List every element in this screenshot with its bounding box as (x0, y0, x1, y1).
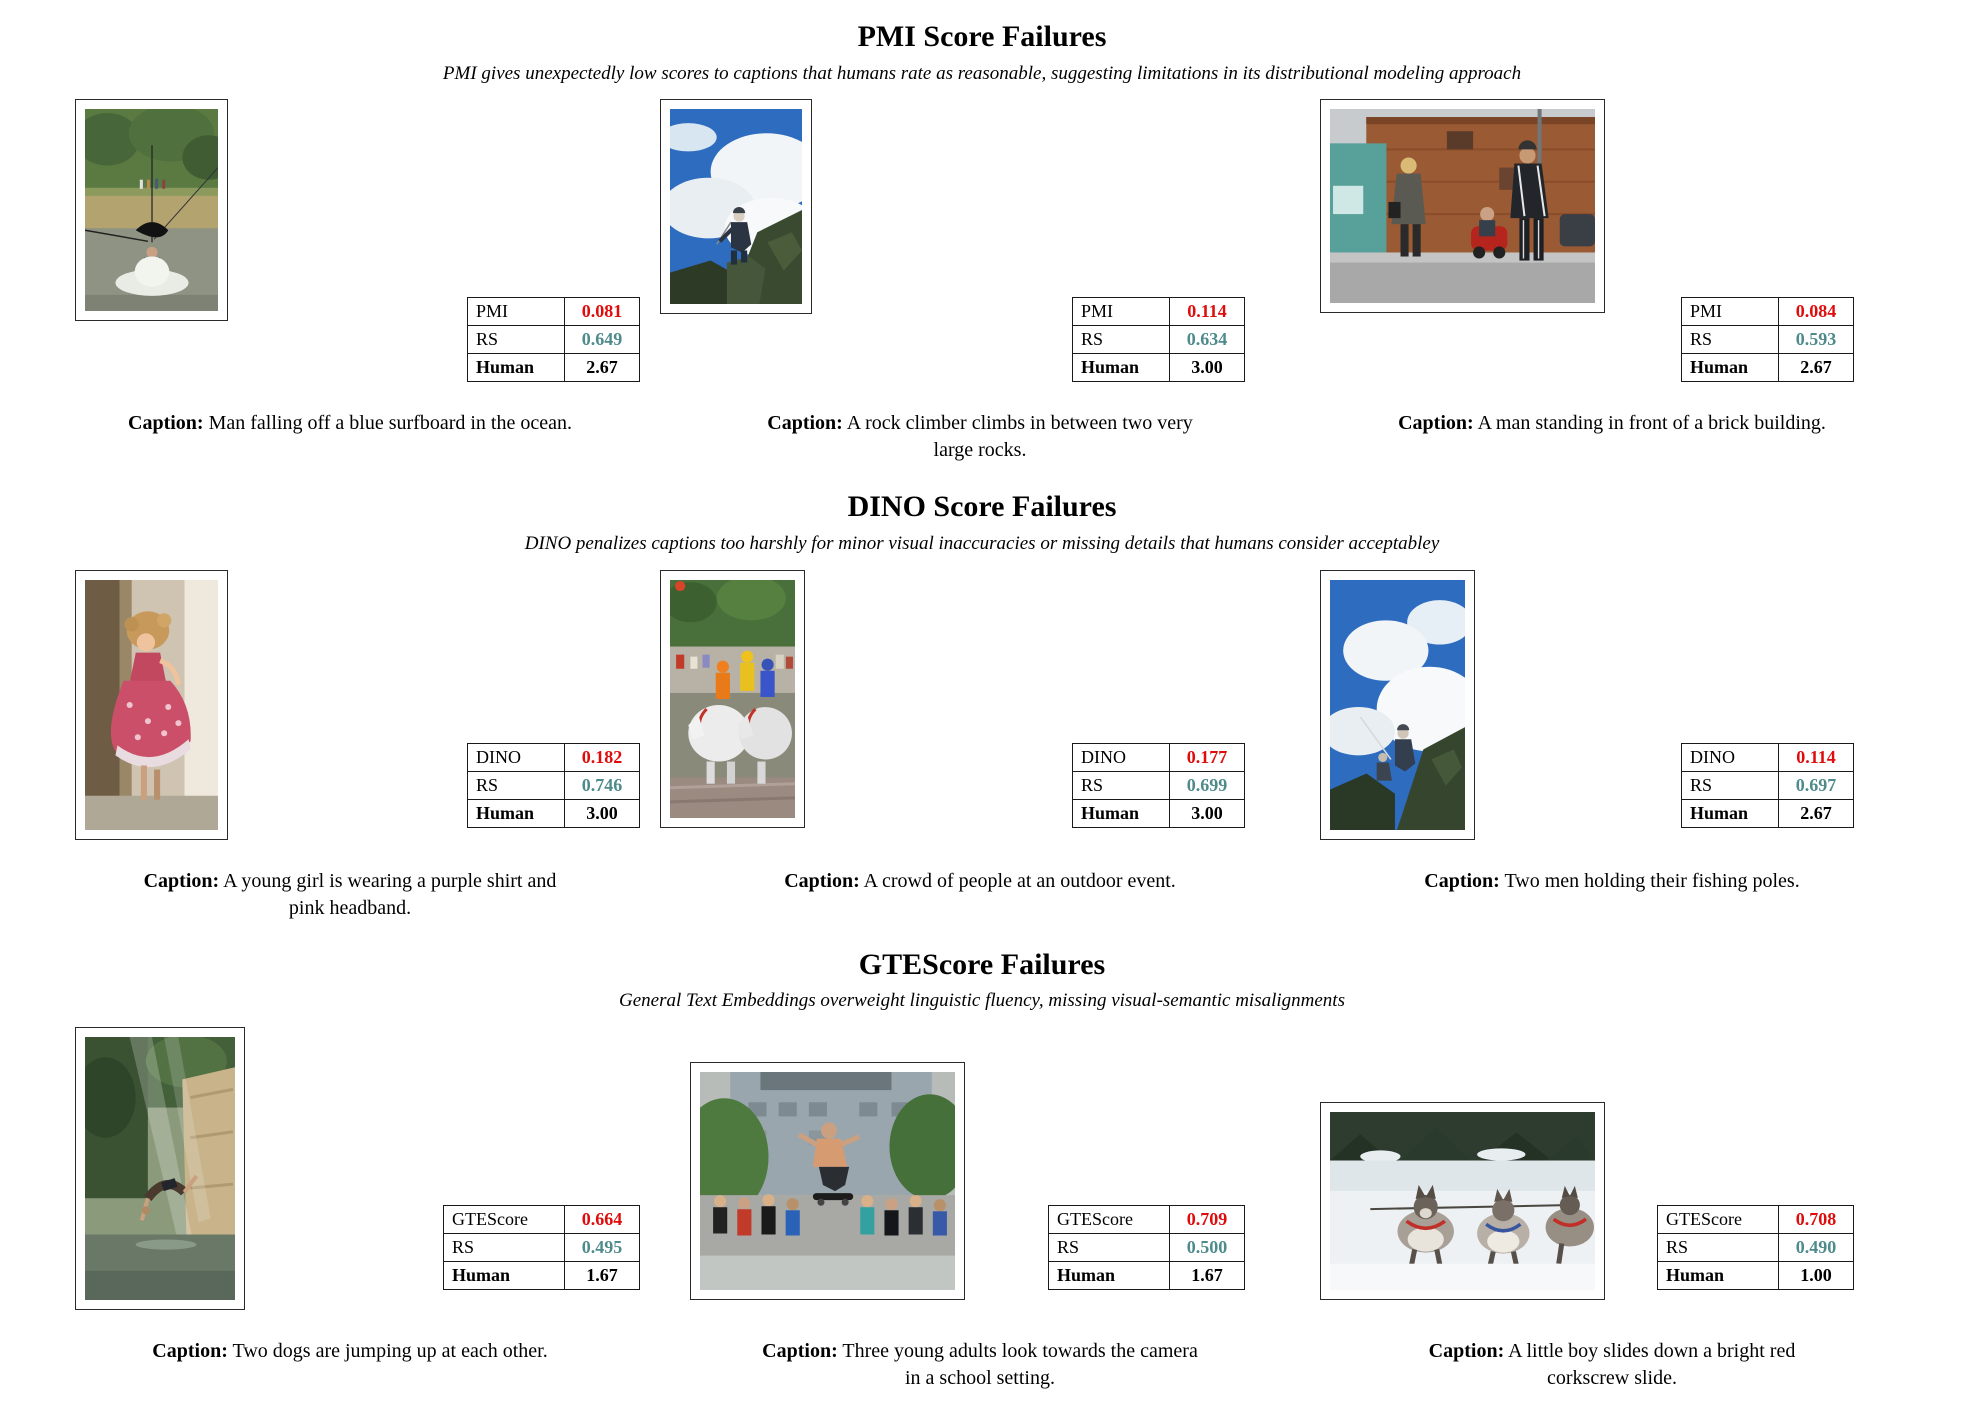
photo-sled-dogs (1320, 1102, 1605, 1300)
metric-label: RS (1682, 771, 1779, 799)
example-card (660, 99, 1300, 464)
metric-value: 0.500 (1170, 1233, 1245, 1261)
metric-label: GTEScore (1658, 1205, 1779, 1233)
score-table (1072, 297, 1245, 382)
example-card (60, 99, 640, 437)
score-table (1072, 743, 1245, 828)
section-gtescore (60, 948, 1904, 1392)
example-media (1320, 99, 1904, 384)
metric-label: RS (444, 1233, 565, 1261)
caption-label: Caption: (1424, 869, 1500, 892)
example-card (1320, 1027, 1904, 1392)
caption (1392, 1338, 1832, 1392)
caption (745, 410, 1215, 464)
metric-value: 0.490 (1779, 1233, 1854, 1261)
metric-label: GTEScore (1049, 1205, 1170, 1233)
metric-value: 1.00 (1779, 1261, 1854, 1289)
metric-label: PMI (1073, 298, 1170, 326)
metric-value: 0.746 (565, 771, 640, 799)
metric-label: Human (1682, 799, 1779, 827)
caption-label: Caption: (152, 1339, 228, 1362)
photo-illustration (85, 1037, 235, 1300)
metric-label: RS (1049, 1233, 1170, 1261)
caption-label: Caption: (1428, 1339, 1505, 1362)
metric-value: 0.081 (565, 298, 640, 326)
metric-value: 0.182 (565, 743, 640, 771)
caption-text: Three young adults look towards the camera in a school setting. (842, 1339, 1198, 1389)
metric-value: 2.67 (565, 354, 640, 382)
caption-text: Two men holding their fishing poles. (1504, 869, 1800, 892)
score-table (1657, 1205, 1854, 1290)
score-table (467, 743, 640, 828)
metric-label: RS (1682, 326, 1779, 354)
caption-text: Two dogs are jumping up at each other. (232, 1339, 548, 1362)
caption-label: Caption: (143, 869, 220, 892)
photo-men-on-rocks-sky (1320, 570, 1475, 840)
section-subtitle: General Text Embeddings overweight linguistic fluency, missing visual-semantic misalignments (619, 990, 1345, 1012)
score-table (443, 1205, 640, 1290)
photo-illustration (1330, 109, 1595, 303)
photo-street-brick-building (1320, 99, 1605, 313)
example-media (1320, 570, 1904, 842)
photo-illustration (1330, 580, 1465, 830)
photo-illustration (85, 109, 218, 311)
example-card (660, 570, 1300, 895)
metric-value: 0.649 (565, 326, 640, 354)
section-dino (60, 490, 1904, 921)
metric-label: RS (468, 326, 565, 354)
metric-label: Human (1049, 1261, 1170, 1289)
metric-value: 3.00 (1170, 799, 1245, 827)
metric-value: 0.114 (1170, 298, 1245, 326)
metric-label: RS (468, 771, 565, 799)
metric-value: 2.67 (1779, 799, 1854, 827)
photo-illustration (1330, 1112, 1595, 1290)
caption-text: A man standing in front of a brick building. (1477, 412, 1826, 435)
photo-illustration (700, 1072, 955, 1290)
metric-value: 0.495 (565, 1233, 640, 1261)
caption-text: A crowd of people at an outdoor event. (863, 869, 1176, 892)
metric-label: RS (1073, 771, 1170, 799)
caption-text: A rock climber climbs in between two very large rocks. (846, 412, 1193, 462)
caption (1342, 868, 1882, 895)
photo-parade-horses (660, 570, 805, 828)
section-title: DINO Score Failures (847, 490, 1117, 524)
metric-label: Human (468, 354, 565, 382)
metric-value: 1.67 (565, 1261, 640, 1289)
caption (128, 868, 573, 922)
example-card (60, 1027, 640, 1365)
section-pmi (60, 20, 1904, 464)
caption (755, 1338, 1205, 1392)
section-title: GTEScore Failures (858, 947, 1106, 981)
photo-lake-diver (75, 1027, 245, 1310)
example-media (60, 99, 640, 384)
example-card (1320, 99, 1904, 437)
metric-label: Human (444, 1261, 565, 1289)
photo-rock-climber (660, 99, 812, 314)
photo-zipline-splash (75, 99, 228, 321)
metric-value: 3.00 (1170, 354, 1245, 382)
score-table (1681, 743, 1854, 828)
example-media (660, 99, 1300, 384)
metric-label: Human (468, 799, 565, 827)
caption-text: Man falling off a blue surfboard in the ocean. (208, 412, 572, 435)
metric-label: PMI (1682, 298, 1779, 326)
metric-label: Human (1073, 354, 1170, 382)
example-media (60, 570, 640, 842)
metric-value: 2.67 (1779, 354, 1854, 382)
score-table (1681, 297, 1854, 382)
caption (90, 410, 610, 437)
photo-illustration (670, 109, 802, 304)
caption (1342, 410, 1882, 437)
metric-label: Human (1658, 1261, 1779, 1289)
caption-label: Caption: (767, 412, 843, 435)
metric-value: 0.593 (1779, 326, 1854, 354)
metric-value: 0.634 (1170, 326, 1245, 354)
caption-text: A little boy slides down a bright red corkscrew slide. (1508, 1339, 1796, 1389)
example-media (660, 1027, 1300, 1312)
example-media (60, 1027, 640, 1312)
metric-value: 0.697 (1779, 771, 1854, 799)
metric-label: GTEScore (444, 1205, 565, 1233)
metric-value: 0.114 (1779, 743, 1854, 771)
photo-illustration (85, 580, 218, 830)
caption-label: Caption: (128, 412, 204, 435)
metric-label: Human (1682, 354, 1779, 382)
metric-label: PMI (468, 298, 565, 326)
example-card (60, 570, 640, 922)
example-media (1320, 1027, 1904, 1312)
metric-value: 3.00 (565, 799, 640, 827)
section-subtitle: DINO penalizes captions too harshly for minor visual inaccuracies or missing details that humans consider acceptabley (524, 532, 1440, 554)
caption-label: Caption: (762, 1339, 838, 1362)
metric-label: DINO (1682, 743, 1779, 771)
metric-label: DINO (468, 743, 565, 771)
example-card (1320, 570, 1904, 895)
metric-value: 1.67 (1170, 1261, 1245, 1289)
caption-label: Caption: (784, 869, 860, 892)
metric-value: 0.709 (1170, 1205, 1245, 1233)
metric-value: 0.664 (565, 1205, 640, 1233)
metric-value: 0.708 (1779, 1205, 1854, 1233)
photo-skateboarder-crowd (690, 1062, 965, 1300)
metric-value: 0.177 (1170, 743, 1245, 771)
metric-label: RS (1658, 1233, 1779, 1261)
example-media (660, 570, 1300, 842)
caption (720, 868, 1240, 895)
score-table (467, 297, 640, 382)
section-subtitle: PMI gives unexpectedly low scores to captions that humans rate as reasonable, suggesting limitations in its distributional modeling approach (442, 62, 1522, 84)
photo-twirling-girl (75, 570, 228, 840)
score-table (1048, 1205, 1245, 1290)
metric-value: 0.084 (1779, 298, 1854, 326)
photo-illustration (670, 580, 795, 818)
caption (90, 1338, 610, 1365)
metric-label: Human (1073, 799, 1170, 827)
caption-text: A young girl is wearing a purple shirt and pink headband. (223, 869, 557, 919)
example-card (660, 1027, 1300, 1392)
metric-label: DINO (1073, 743, 1170, 771)
section-title: PMI Score Failures (857, 20, 1107, 53)
metric-label: RS (1073, 326, 1170, 354)
metric-value: 0.699 (1170, 771, 1245, 799)
caption-label: Caption: (1398, 412, 1474, 435)
